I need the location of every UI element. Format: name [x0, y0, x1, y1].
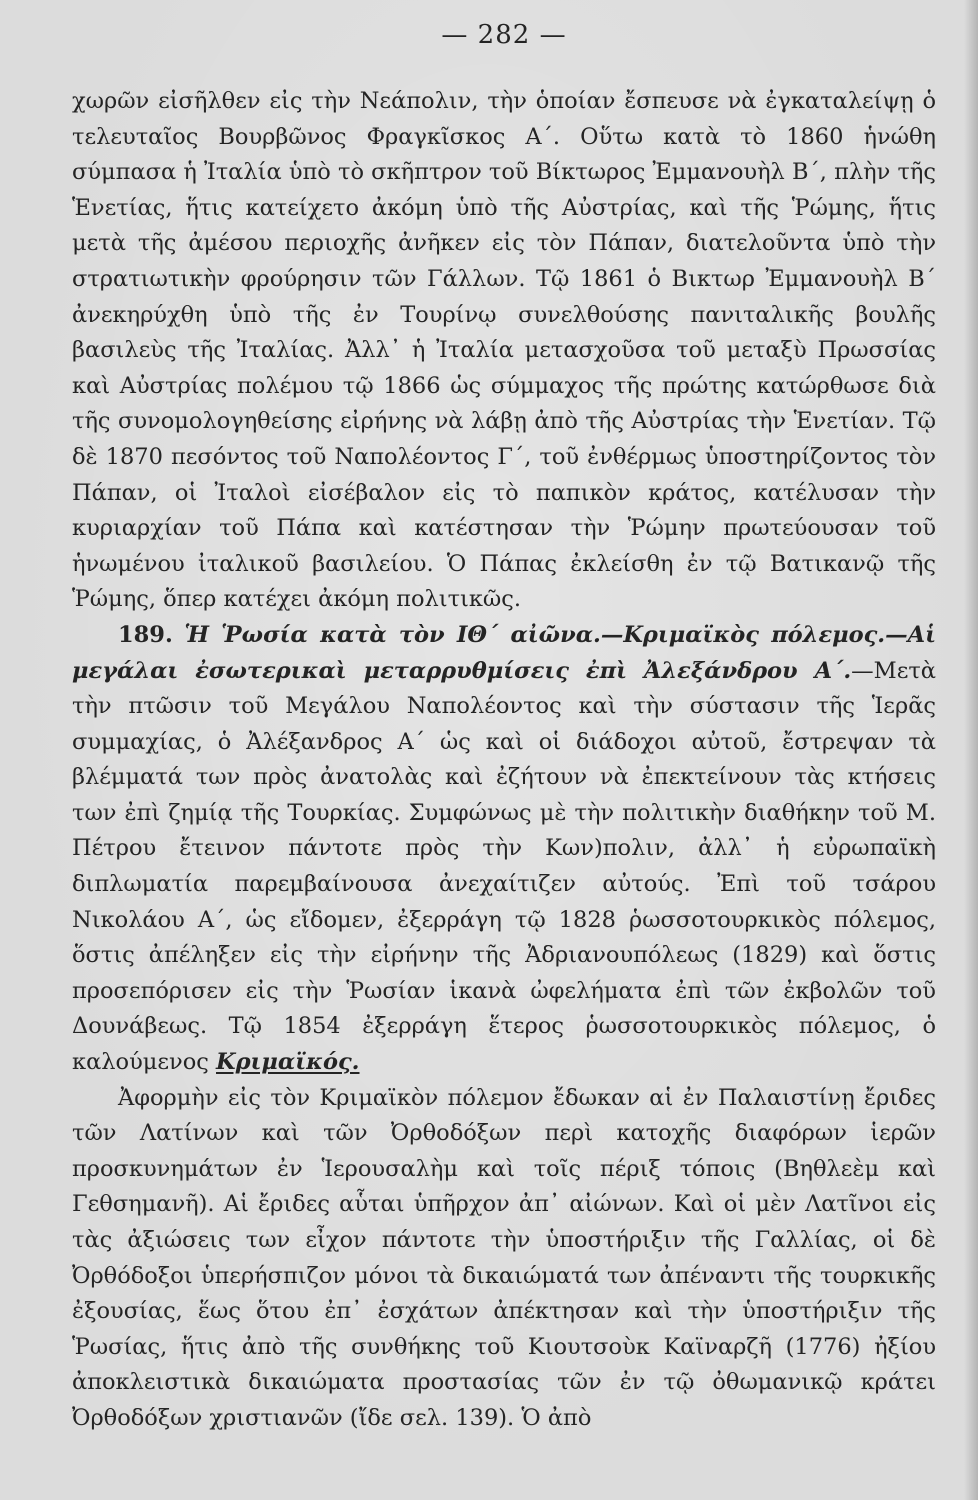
section-number: 189. [118, 621, 173, 648]
paragraph-2 [72, 618, 936, 1081]
section-heading: Ἡ Ῥωσία κατὰ τὸν ΙΘ΄ αἰῶνα.—Κριμαϊκὸς πόλεμος.—Αἱ μεγάλαι ἐσωτερικαὶ μεταρρυθμίσεις ἐπὶ Ἀλεξάνδρου Α΄. [72, 621, 936, 684]
page-number: — 282 — [441, 20, 567, 50]
paragraph-2-text: —Μετὰ τὴν πτῶσιν τοῦ Μεγάλου Ναπολέοντος καὶ τὴν σύστασιν τῆς Ἱερᾶς συμμαχίας, ὁ Ἀλέξανδρος Α΄ ὡς καὶ οἱ διάδοχοι αὐτοῦ, ἔστρεψαν τὰ βλέμματά των πρὸς ἀνατολὰς καὶ ἐζήτουν νὰ ἐπεκτείνουν τὰς κτήσεις των ἐπὶ ζημίᾳ τῆς Τουρκίας. Συμφώνως μὲ τὴν πολιτικὴν διαθήκην τοῦ Μ. Πέτρου ἔτεινον πάντοτε πρὸς τὴν Κων)πολιν, ἀλλ᾽ ἡ εὐρωπαϊκὴ διπλωματία παρεμβαίνουσα ἀνεχαίτιζεν αὐτούς. Ἐπὶ τοῦ τσάρου Νικολάου Α΄, ὡς εἴδομεν, ἐξερράγη τῷ 1828 ῥωσσοτουρκικὸς πόλεμος, ὅστις ἀπέληξεν εἰς τὴν εἰρήνην τῆς Ἀδριανουπόλεως (1829) καὶ ὅστις προσεπόρισεν εἰς τὴν Ῥωσίαν ἱκανὰ ὠφελήματα ἐπὶ τῶν ἐκβολῶν τοῦ Δουνάβεως. Τῷ 1854 ἐξερράγη ἕτερος ῥωσσοτουρκικὸς πόλεμος, ὁ καλούμενος [72, 657, 936, 1076]
emphasized-term: Κριμαϊκός. [216, 1049, 360, 1076]
page-body [72, 84, 936, 1437]
paragraph-1: χωρῶν εἰσῆλθεν εἰς τὴν Νεάπολιν, τὴν ὁποίαν ἔσπευσε νὰ ἐγκαταλείψῃ ὁ τελευταῖος Βουρβῶνος Φραγκῖσκος Α΄. Οὕτω κατὰ τὸ 1860 ἡνώθη σύμπασα ἡ Ἰταλία ὑπὸ τὸ σκῆπτρον τοῦ Βίκτωρος Ἐμμανουὴλ Β΄, πλὴν τῆς Ἑνετίας, ἥτις κατείχετο ἀκόμη ὑπὸ τῆς Αὐστρίας, καὶ τῆς Ῥώμης, ἥτις μετὰ τῆς ἀμέσου περιοχῆς ἀνῆκεν εἰς τὸν Πάπαν, διατελοῦντα ὑπὸ τὴν στρατιωτικὴν φρούρησιν τῶν Γάλλων. Τῷ 1861 ὁ Βικτωρ Ἐμμανουὴλ Β΄ ἀνεκηρύχθη ὑπὸ τῆς ἐν Τουρίνῳ συνελθούσης πανιταλικῆς βουλῆς βασιλεὺς τῆς Ἰταλίας. Ἀλλ᾽ ἡ Ἰταλία μετασχοῦσα τοῦ μεταξὺ Πρωσσίας καὶ Αὐστρίας πολέμου τῷ 1866 ὡς σύμμαχος τῆς πρώτης κατώρθωσε διὰ τῆς συνομολογηθείσης εἰρήνης νὰ λάβῃ ἀπὸ τῆς Αὐστρίας τὴν Ἑνετίαν. Τῷ δὲ 1870 πεσόντος τοῦ Ναπολέοντος Γ΄, τοῦ ἐνθέρμως ὑποστηρίζοντος τὸν Πάπαν, οἱ Ἰταλοὶ εἰσέβαλον εἰς τὸ παπικὸν κράτος, κατέλυσαν τὴν κυριαρχίαν τοῦ Πάπα καὶ κατέστησαν τὴν Ῥώμην πρωτεύουσαν τοῦ ἡνωμένου ἰταλικοῦ βασιλείου. Ὁ Πάπας ἐκλείσθη ἐν τῷ Βατικανῷ τῆς Ῥώμης, ὅπερ κατέχει ἀκόμη πολιτικῶς. [72, 88, 936, 613]
paragraph-3: Ἀφορμὴν εἰς τὸν Κριμαϊκὸν πόλεμον ἔδωκαν αἱ ἐν Παλαιστίνῃ ἔριδες τῶν Λατίνων καὶ τῶν Ὀρθοδόξων περὶ κατοχῆς διαφόρων ἱερῶν προσκυνημάτων ἐν Ἱερουσαλὴμ καὶ τοῖς πέριξ τόποις (Βηθλεὲμ καὶ Γεθσημανῆ). Αἱ ἔριδες αὗται ὑπῆρχον ἀπ᾽ αἰώνων. Καὶ οἱ μὲν Λατῖνοι εἰς τὰς ἀξιώσεις των εἶχον πάντοτε τὴν ὑποστήριξιν τῆς Γαλλίας, οἱ δὲ Ὀρθόδοξοι ὑπερήσπιζον μόνοι τὰ δικαιώματά των ἀπέναντι τῆς τουρκικῆς ἐξουσίας, ἕως ὅτου ἐπ᾽ ἐσχάτων ἀπέκτησαν καὶ τὴν ὑποστήριξιν τῆς Ῥωσίας, ἥτις ἀπὸ τῆς συνθήκης τοῦ Κιουτσοὺκ Καϊναρζῆ (1776) ἠξίου ἀποκλειστικὰ δικαιώματα προστασίας τῶν ἐν τῷ ὀθωμανικῷ κράτει Ὀρθοδόξων χριστιανῶν (ἴδε σελ. 139). Ὁ ἀπὸ [72, 1084, 936, 1431]
